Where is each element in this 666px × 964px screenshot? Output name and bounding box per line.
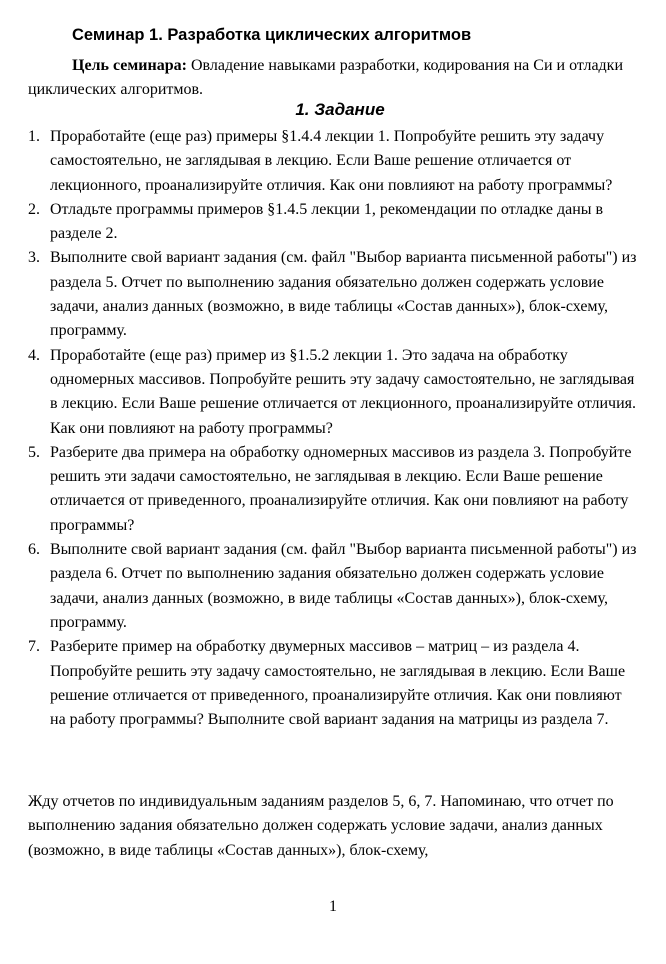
list-item <box>28 635 640 732</box>
page-title: Семинар 1. Разработка циклических алгоритмов <box>72 26 472 44</box>
list-item-text: Проработайте (еще раз) примеры §1.4.4 лекции 1. Попробуйте решить эту задачу самостоятельно, не заглядывая в лекцию. Если Ваше решение отличается от лекционного, проанализируйте отличия. Как они повлияют на работу программы? <box>50 128 613 194</box>
list-item <box>28 441 640 538</box>
task-list <box>28 125 640 732</box>
list-item-text: Выполните свой вариант задания (см. файл "Выбор варианта письменной работы") из раздела 5. Отчет по выполнению задания обязательно должен содержать условие задачи, анализ данных (возможно, в виде таблицы «Состав данных»), блок-схему, программу. <box>50 249 637 340</box>
list-item <box>28 198 640 247</box>
list-item-number: 2. <box>28 200 40 218</box>
list-item-text: Разберите два примера на обработку одномерных массивов из раздела 3. Попробуйте решить эти задачи самостоятельно, не заглядывая в лекцию. Если Ваше решение отличается от приведенного, проанализируйте отличия. Как они повлияют на работу программы? <box>50 443 632 534</box>
list-item-number: 1. <box>28 128 40 145</box>
seminar-goal <box>28 54 640 102</box>
list-item-number: 4. <box>28 346 40 364</box>
list-item-number: 5. <box>28 443 40 461</box>
list-item-number: 7. <box>28 638 40 656</box>
list-item-text: Разберите пример на обработку двумерных массивов – матриц – из раздела 4. Попробуйте решить эту задачу самостоятельно, не заглядывая в лекцию. Если Ваше решение отличается от приведенного, проанализируйте отличия. Как они повлияют на работу программы? Выполните свой вариант задания на матрицы из раздела 7. <box>50 638 626 729</box>
section-heading: 1. Задание <box>295 100 385 119</box>
list-item-number: 3. <box>28 249 40 267</box>
list-item <box>28 538 640 635</box>
list-item-number: 6. <box>28 541 40 559</box>
list-item-text: Проработайте (еще раз) пример из §1.5.2 лекции 1. Это задача на обработку одномерных массивов. Попробуйте решить эту задачу самостоятельно, не заглядывая в лекцию. Если Ваше решение отличается от лекционного, проанализируйте отличия. Как они повлияют на работу программы? <box>50 346 636 437</box>
goal-text: Овладение навыками разработки, кодирования на Си и отладки циклических алгоритмов. <box>28 57 624 98</box>
list-item-text: Выполните свой вариант задания (см. файл "Выбор варианта письменной работы") из раздела 6. Отчет по выполнению задания обязательно должен содержать условие задачи, анализ данных (возможно, в виде таблицы «Состав данных»), блок-схему, программу. <box>50 541 637 631</box>
goal-label: Цель семинара: <box>72 57 187 74</box>
page-number: 1 <box>329 898 337 915</box>
list-item <box>28 246 640 343</box>
list-item <box>28 125 640 198</box>
closing-paragraph: Жду отчетов по индивидуальным заданиям разделов 5, 6, 7. Напоминаю, что отчет по выполнению задания обязательно должен содержать условие задачи, анализ данных (возможно, в виде таблицы «Состав данных»), блок-схему, <box>28 793 614 859</box>
list-item <box>28 344 640 441</box>
list-item-text: Отладьте программы примеров §1.4.5 лекции 1, рекомендации по отладке даны в разделе 2. <box>50 200 604 243</box>
